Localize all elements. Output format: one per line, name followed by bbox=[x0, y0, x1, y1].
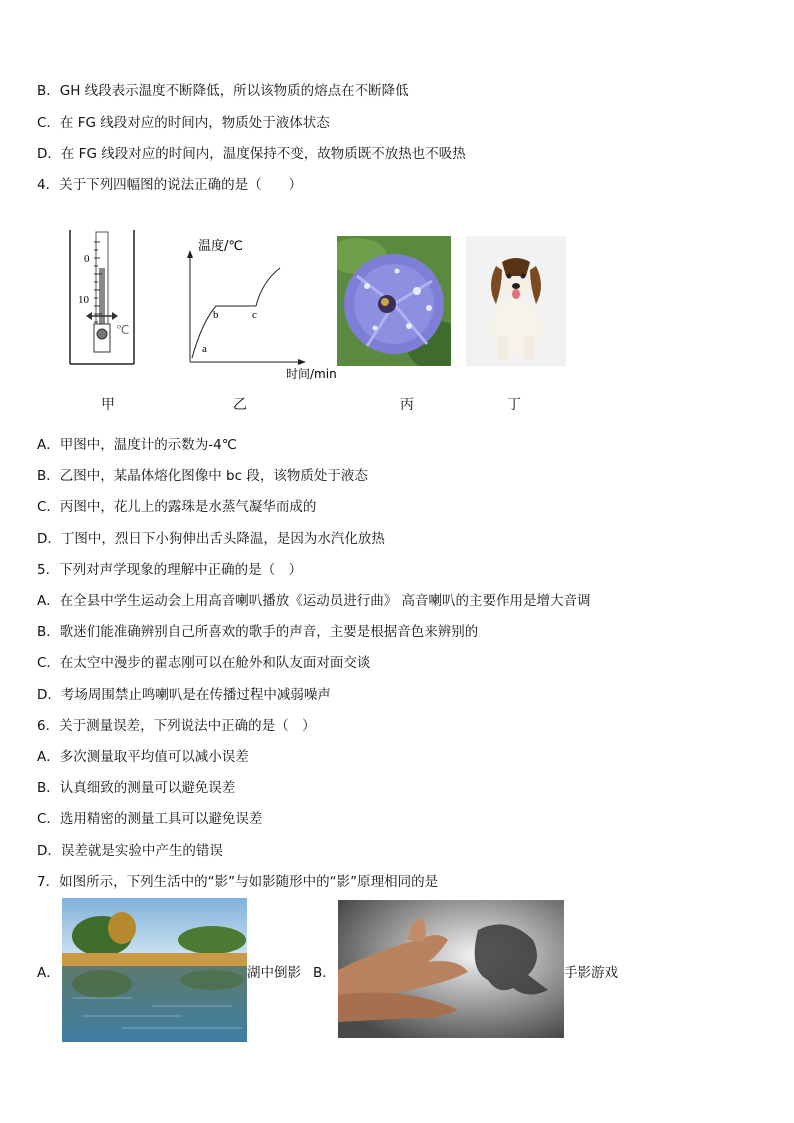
q7-option-a-text: 湖中倒影 bbox=[247, 965, 301, 981]
graph-point-b: b bbox=[213, 309, 219, 321]
q6-option-a: A．多次测量取平均值可以减小误差 bbox=[37, 749, 249, 765]
q6-stem: 6．关于测量误差，下列说法中正确的是（ ） bbox=[37, 718, 316, 734]
thermo-tick-10: 10 bbox=[78, 294, 89, 306]
q5-option-c: C．在太空中漫步的翟志刚可以在舱外和队友面对面交谈 bbox=[37, 655, 371, 671]
graph-point-a: a bbox=[202, 343, 207, 355]
graph-ylabel: 温度/℃ bbox=[198, 239, 243, 254]
q3-option-d: D．在 FG 线段对应的时间内，温度保持不变，故物质既不放热也不吸热 bbox=[37, 146, 466, 162]
hand-shadow-photo bbox=[338, 900, 564, 1038]
q7-stem: 7．如图所示，下列生活中的“影”与如影随形中的“影”原理相同的是 bbox=[37, 874, 439, 890]
q4-option-d: D．丁图中，烈日下小狗伸出舌头降温，是因为水汽化放热 bbox=[37, 531, 385, 547]
caption-jia: 甲 bbox=[101, 397, 115, 413]
q4-option-c: C．丙图中，花儿上的露珠是水蒸气凝华而成的 bbox=[37, 499, 317, 515]
melting-graph-figure bbox=[180, 238, 350, 384]
q5-option-b: B．歌迷们能准确辨别自己所喜欢的歌手的声音，主要是根据音色来辨别的 bbox=[37, 624, 479, 640]
q3-option-b: B．GH 线段表示温度不断降低，所以该物质的熔点在不断降低 bbox=[37, 83, 409, 99]
q5-option-a: A．在全县中学生运动会上用高音喇叭播放《运动员进行曲》 高音喇叭的主要作用是增大音调 bbox=[37, 593, 591, 609]
graph-xlabel: 时间/min bbox=[286, 367, 337, 381]
q7-option-b-label: B． bbox=[313, 965, 336, 981]
q5-stem: 5．下列对声学现象的理解中正确的是（ ） bbox=[37, 562, 303, 578]
thermo-unit: ℃ bbox=[116, 323, 130, 337]
q4-option-b: B．乙图中，某晶体熔化图像中 bc 段，该物质处于液态 bbox=[37, 468, 368, 484]
q7-option-b-text: 手影游戏 bbox=[564, 965, 618, 981]
caption-yi: 乙 bbox=[233, 397, 247, 413]
q6-option-b: B．认真细致的测量可以避免误差 bbox=[37, 780, 236, 796]
q4-option-a: A．甲图中，温度计的示数为-4℃ bbox=[37, 437, 237, 453]
caption-bing: 丙 bbox=[400, 397, 414, 413]
q6-option-d: D．误差就是实验中产生的错误 bbox=[37, 843, 223, 859]
thermo-tick-0: 0 bbox=[84, 253, 90, 265]
lake-reflection-photo bbox=[62, 898, 247, 1042]
graph-point-c: c bbox=[252, 309, 257, 321]
caption-ding: 丁 bbox=[507, 397, 521, 413]
q4-stem: 4．关于下列四幅图的说法正确的是（ ） bbox=[37, 177, 303, 193]
thermometer-figure bbox=[66, 228, 138, 368]
q3-option-c: C．在 FG 线段对应的时间内，物质处于液体状态 bbox=[37, 115, 330, 131]
q7-option-a-label: A． bbox=[37, 965, 60, 981]
morning-glory-photo bbox=[337, 236, 451, 366]
puppy-photo bbox=[466, 236, 566, 366]
q6-option-c: C．选用精密的测量工具可以避免误差 bbox=[37, 811, 263, 827]
q5-option-d: D．考场周围禁止鸣喇叭是在传播过程中减弱噪声 bbox=[37, 687, 331, 703]
